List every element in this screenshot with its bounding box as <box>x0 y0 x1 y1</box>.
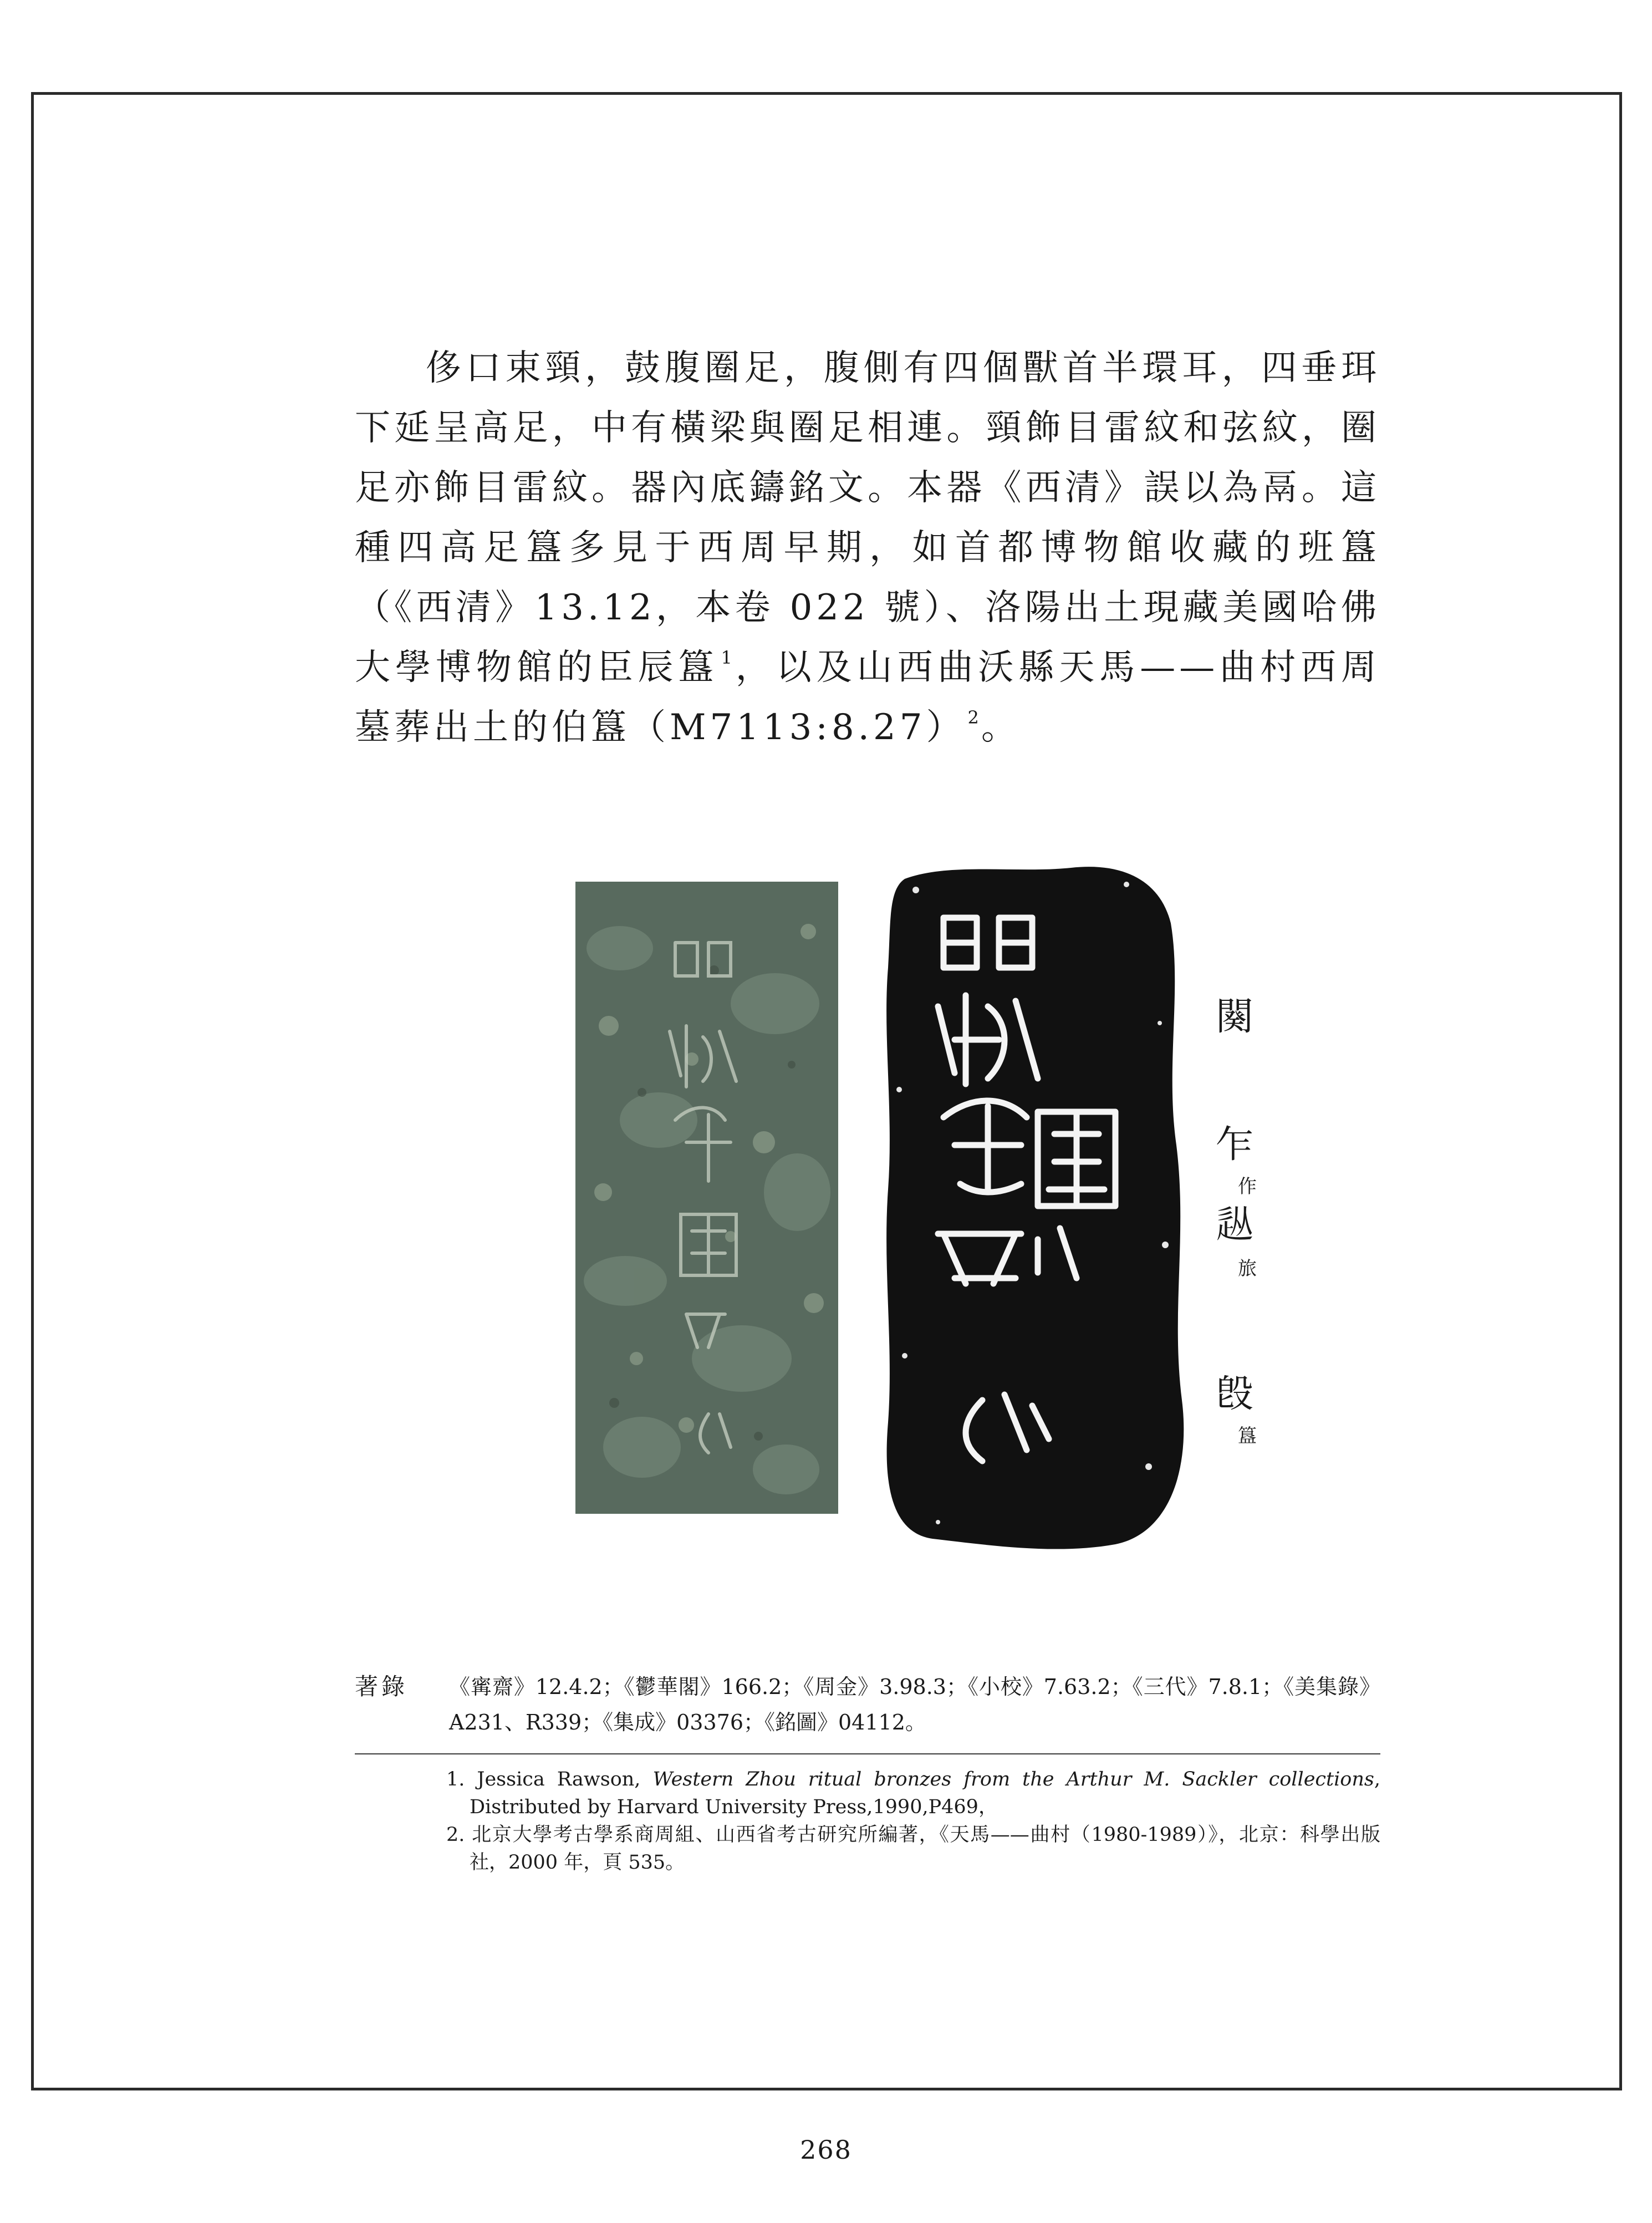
inscription-rubbing <box>871 857 1193 1553</box>
inscription-transcription <box>1209 995 1275 1497</box>
bronze-surface-image <box>575 882 838 1514</box>
glyph-3: 𨑢 <box>1215 1203 1253 1247</box>
footnote-ref-1[interactable]: 1 <box>721 647 732 668</box>
references-label: 著錄 <box>355 1673 409 1700</box>
glyph-3-reading: 旅 <box>1238 1258 1257 1280</box>
glyph-4: 𣪘 <box>1215 1372 1253 1416</box>
footnote-1-author: Jessica Rawson, <box>477 1768 641 1790</box>
body-text-part-1: 侈口束頸，鼓腹圈足，腹側有四個獸首半環耳，四垂珥下延呈高足，中有橫梁與圈足相連。頸飾目雷紋和弦紋，圈足亦飾目雷紋。器內底鑄銘文。本器《西清》誤以為鬲。這種四高足簋多見于西周早期，如首都博物館收藏的班簋（《西清》13.12，本卷 022 號）、洛陽出土現藏美國哈佛大學博物館的臣辰簋 <box>355 348 1380 688</box>
glyph-2: 乍 <box>1215 1123 1253 1167</box>
glyph-4-reading: 簋 <box>1238 1425 1257 1447</box>
footnote-1-number: 1. <box>446 1768 465 1790</box>
footnote-divider <box>355 1753 1380 1754</box>
footnote-2-rest: 北京大學考古學系商周組、山西省考古研究所編著，《天馬——曲村（1980-1989）》，北京：科學出版社，2000 年，頁 535。 <box>470 1824 1380 1874</box>
footnote-ref-2[interactable]: 2 <box>967 707 979 728</box>
glyph-2-reading: 作 <box>1238 1176 1257 1198</box>
body-text-part-2: ，以及山西曲沃縣天馬——曲村西周墓葬出土的伯簋（M7113:8.27） <box>355 647 1381 748</box>
ink-rubbing-image <box>871 857 1193 1553</box>
body-paragraph <box>355 338 1380 757</box>
footnote-1-title: Western Zhou ritual bronzes from the Arthur M. Sackler collections <box>652 1768 1374 1790</box>
footnotes-list <box>446 1766 1380 1876</box>
footnote-2-number: 2. <box>446 1824 465 1846</box>
glyph-1: 闋 <box>1215 995 1253 1039</box>
footnote-1 <box>446 1766 1380 1821</box>
footnote-1-rest: , Distributed by Harvard University Press,1990,P469， <box>470 1768 1380 1818</box>
inscription-photo <box>575 882 838 1514</box>
page-number: 268 <box>800 2135 852 2165</box>
references-text: 《寗齋》12.4.2；《鬱華閣》166.2；《周金》3.98.3；《小校》7.63.2；《三代》7.8.1；《美集錄》A231、R339；《集成》03376；《銘圖》04112。 <box>449 1675 1380 1734</box>
footnote-2 <box>446 1821 1380 1876</box>
body-text-part-3: 。 <box>981 707 1021 748</box>
